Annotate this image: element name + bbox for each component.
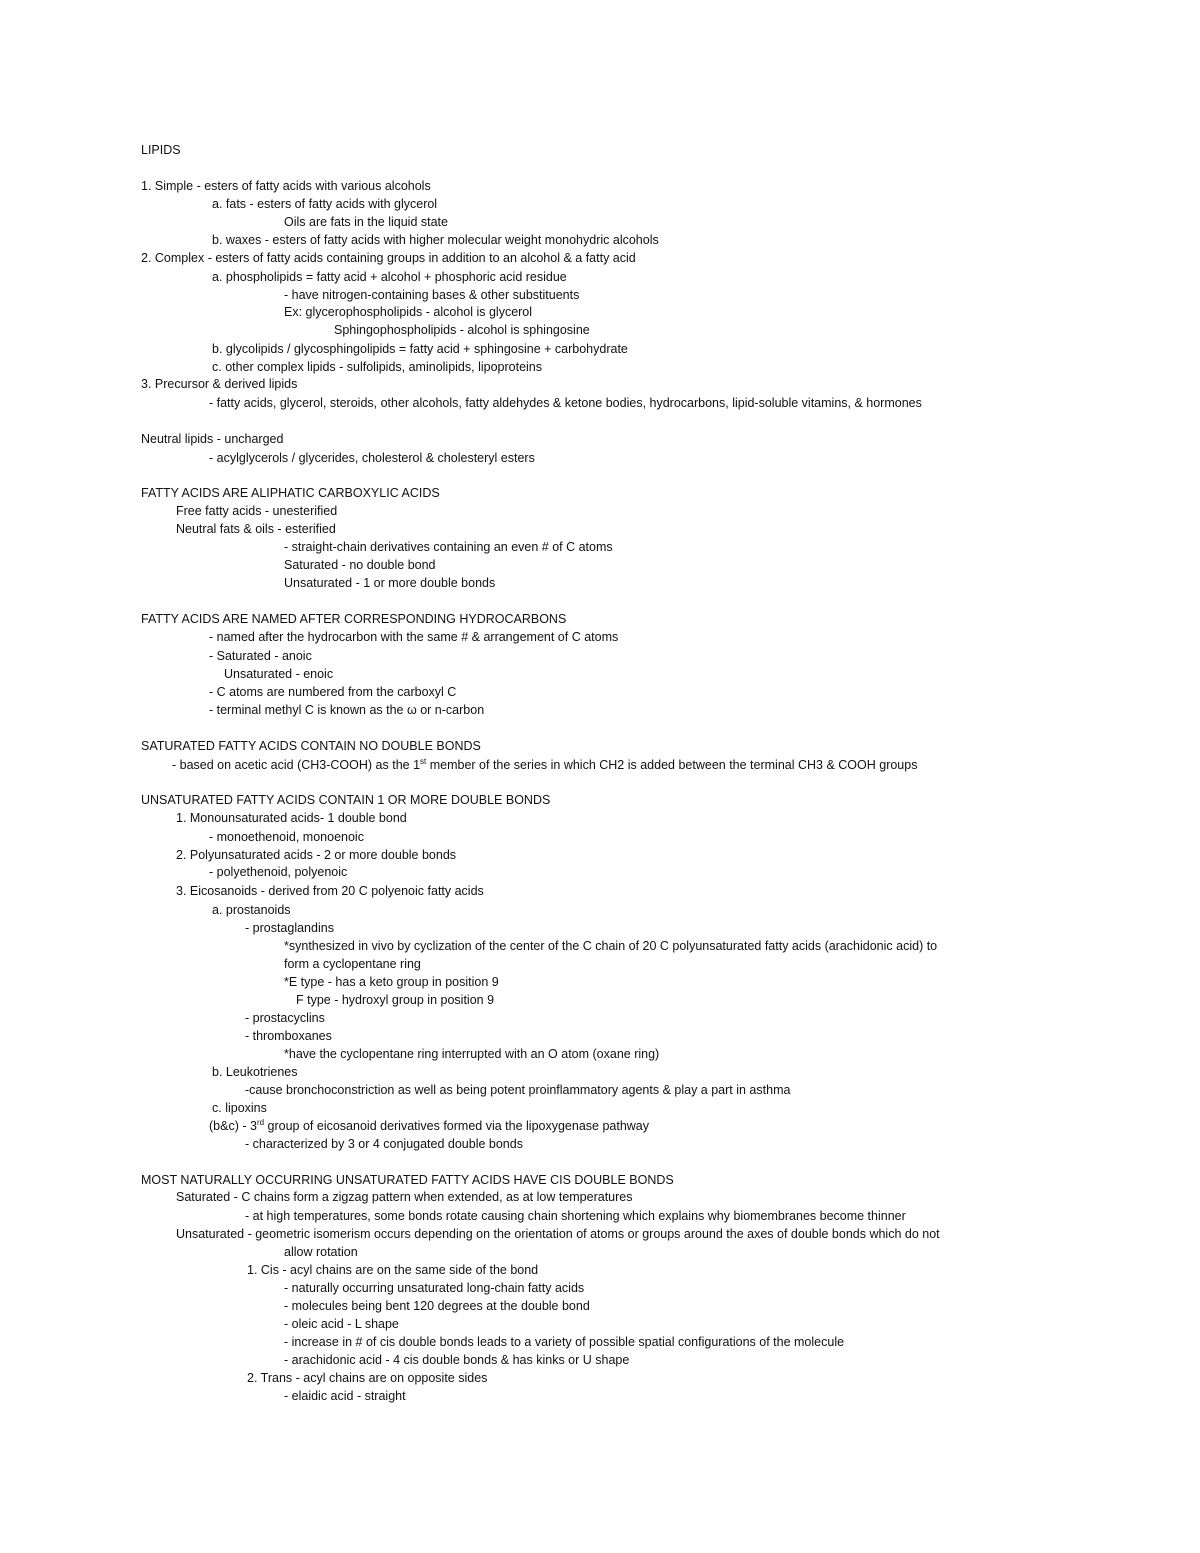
list-item: - thromboxanes: [245, 1029, 332, 1043]
list-item: Neutral fats & oils - esterified: [176, 522, 336, 536]
text-fragment: (b&c) - 3: [209, 1119, 257, 1133]
list-item: form a cyclopentane ring: [284, 957, 421, 971]
list-item: Unsaturated - enoic: [224, 667, 334, 681]
section-heading: UNSATURATED FATTY ACIDS CONTAIN 1 OR MORE DOUBLE BONDS: [141, 793, 551, 807]
list-item: - characterized by 3 or 4 conjugated double bonds: [245, 1137, 523, 1151]
list-item: a. phospholipids = fatty acid + alcohol + phosphoric acid residue: [212, 270, 567, 284]
list-item: 1. Monounsaturated acids- 1 double bond: [176, 811, 407, 825]
list-item: 2. Complex - esters of fatty acids containing groups in addition to an alcohol & a fatty acid: [141, 251, 636, 265]
list-item: - arachidonic acid - 4 cis double bonds & has kinks or U shape: [284, 1353, 630, 1367]
list-item: - oleic acid - L shape: [284, 1317, 399, 1331]
list-item: - naturally occurring unsaturated long-chain fatty acids: [284, 1281, 585, 1295]
list-item: - have nitrogen-containing bases & other substituents: [284, 288, 580, 302]
list-item: c. other complex lipids - sulfolipids, aminolipids, lipoproteins: [212, 360, 543, 374]
list-item: Oils are fats in the liquid state: [284, 215, 448, 229]
section-heading: FATTY ACIDS ARE NAMED AFTER CORRESPONDING HYDROCARBONS: [141, 612, 567, 626]
list-item: *synthesized in vivo by cyclization of the center of the C chain of 20 C polyunsaturated fatty acids (arachidonic acid) to: [284, 939, 938, 953]
paragraph: [172, 758, 917, 773]
list-item: b. glycolipids / glycosphingolipids = fatty acid + sphingosine + carbohydrate: [212, 342, 628, 356]
superscript: st: [420, 756, 427, 766]
list-item: a. prostanoids: [212, 903, 291, 917]
list-item: Ex: glycerophospholipids - alcohol is glycerol: [284, 305, 533, 319]
list-item: Saturated - no double bond: [284, 558, 436, 572]
list-item: - polyethenoid, polyenoic: [209, 865, 348, 879]
list-item: - elaidic acid - straight: [284, 1389, 406, 1403]
list-item: - Saturated - anoic: [209, 649, 312, 663]
text-fragment: - based on acetic acid (CH3-COOH) as the 1: [172, 758, 421, 772]
list-item: - terminal methyl C is known as the ω or n-carbon: [209, 703, 485, 717]
list-item: - monoethenoid, monoenoic: [209, 830, 364, 844]
list-item: -cause bronchoconstriction as well as being potent proinflammatory agents & play a part in asthma: [245, 1083, 791, 1097]
list-item: - straight-chain derivatives containing an even # of C atoms: [284, 540, 613, 554]
page-title: LIPIDS: [141, 143, 181, 157]
text-fragment: member of the series in which CH2 is added between the terminal CH3 & COOH groups: [426, 758, 918, 772]
list-item: - prostacyclins: [245, 1011, 325, 1025]
list-item: a. fats - esters of fatty acids with glycerol: [212, 197, 438, 211]
list-item: b. waxes - esters of fatty acids with higher molecular weight monohydric alcohols: [212, 233, 659, 247]
list-item: [209, 1119, 649, 1134]
list-item: - molecules being bent 120 degrees at the double bond: [284, 1299, 590, 1313]
list-item: *E type - has a keto group in position 9: [284, 975, 499, 989]
list-item: - increase in # of cis double bonds leads to a variety of possible spatial configurations of the molecule: [284, 1335, 845, 1349]
list-item: 1. Cis - acyl chains are on the same side of the bond: [247, 1263, 539, 1277]
section-heading: FATTY ACIDS ARE ALIPHATIC CARBOXYLIC ACIDS: [141, 486, 440, 500]
list-item: c. lipoxins: [212, 1101, 267, 1115]
list-item: Unsaturated - 1 or more double bonds: [284, 576, 496, 590]
paragraph: - acylglycerols / glycerides, cholesterol & cholesteryl esters: [209, 451, 535, 465]
list-item: - C atoms are numbered from the carboxyl C: [209, 685, 457, 699]
list-item: 3. Eicosanoids - derived from 20 C polyenoic fatty acids: [176, 884, 484, 898]
list-item: 1. Simple - esters of fatty acids with various alcohols: [141, 179, 431, 193]
section-heading: SATURATED FATTY ACIDS CONTAIN NO DOUBLE BONDS: [141, 739, 481, 753]
list-item: *have the cyclopentane ring interrupted with an O atom (oxane ring): [284, 1047, 660, 1061]
section-heading: MOST NATURALLY OCCURRING UNSATURATED FATTY ACIDS HAVE CIS DOUBLE BONDS: [141, 1173, 674, 1187]
text-fragment: group of eicosanoid derivatives formed via the lipoxygenase pathway: [264, 1119, 650, 1133]
list-item: Unsaturated - geometric isomerism occurs depending on the orientation of atoms or groups around the axes of double bonds which do not: [176, 1227, 940, 1241]
paragraph: Neutral lipids - uncharged: [141, 432, 284, 446]
list-item: - at high temperatures, some bonds rotate causing chain shortening which explains why biomembranes become thinner: [245, 1209, 906, 1223]
superscript: rd: [256, 1117, 265, 1127]
list-item: F type - hydroxyl group in position 9: [296, 993, 495, 1007]
list-item: 2. Trans - acyl chains are on opposite sides: [247, 1371, 488, 1385]
list-item: 2. Polyunsaturated acids - 2 or more double bonds: [176, 848, 457, 862]
list-item: b. Leukotrienes: [212, 1065, 298, 1079]
list-item: Sphingophospholipids - alcohol is sphingosine: [334, 323, 590, 337]
list-item: - fatty acids, glycerol, steroids, other alcohols, fatty aldehydes & ketone bodies, hydrocarbons, lipid-soluble vitamins, & hormones: [209, 396, 922, 410]
list-item: Saturated - C chains form a zigzag pattern when extended, as at low temperatures: [176, 1190, 633, 1204]
list-item: 3. Precursor & derived lipids: [141, 377, 298, 391]
list-item: - prostaglandins: [245, 921, 334, 935]
list-item: allow rotation: [284, 1245, 358, 1259]
list-item: - named after the hydrocarbon with the same # & arrangement of C atoms: [209, 630, 619, 644]
list-item: Free fatty acids - unesterified: [176, 504, 338, 518]
